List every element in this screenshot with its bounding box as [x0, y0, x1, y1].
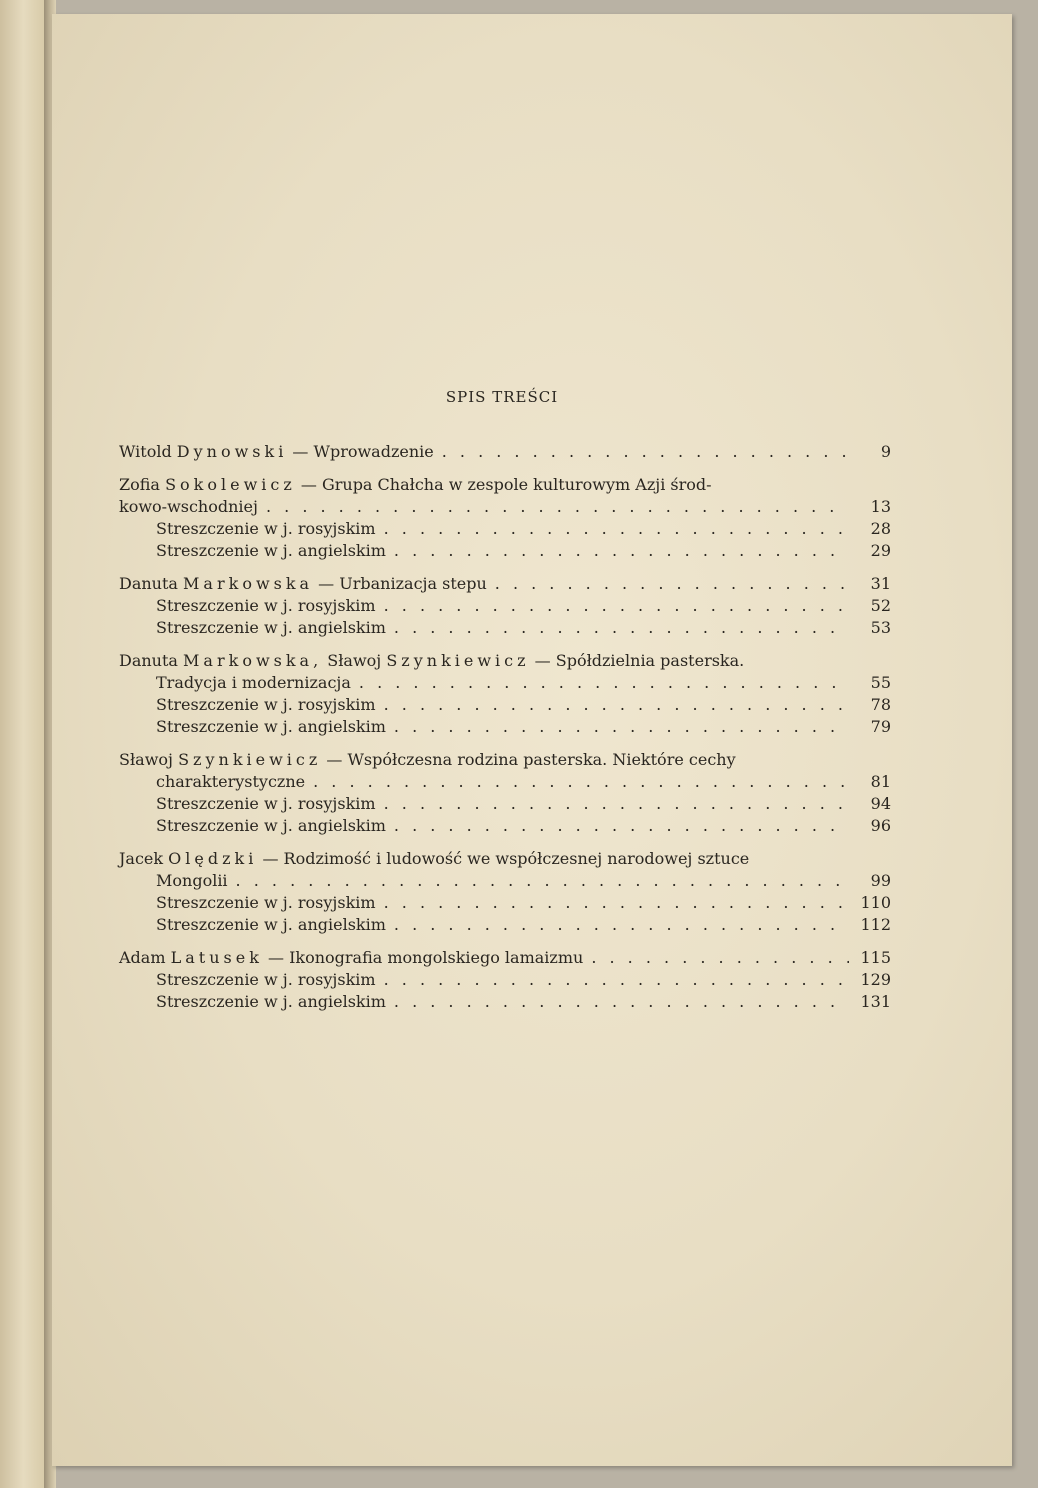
toc-line: Adam Latusek — Ikonografia mongolskiego lamaizmu . . . 115	[119, 947, 891, 969]
page-number: 112	[860, 915, 891, 934]
page-number: 29	[870, 541, 891, 560]
page-number: 81	[870, 772, 891, 791]
page-number: 78	[870, 695, 891, 714]
page-number: 96	[870, 816, 891, 835]
author-first-name: Sławoj	[119, 750, 173, 769]
toc-line	[119, 870, 891, 892]
dot-leader	[394, 991, 849, 1013]
toc-line: Sławoj Szynkiewicz — Współczesna rodzina pasterska. Niektóre cechy	[119, 750, 736, 769]
page-number: 99	[870, 871, 891, 890]
page-number: 131	[860, 992, 891, 1011]
dot-leader	[384, 793, 849, 815]
page-number: 31	[870, 574, 891, 593]
author-last-name: Sokolewicz	[165, 475, 296, 494]
author-first-name: Sławoj	[327, 651, 382, 670]
dot-leader	[384, 892, 849, 914]
author-first-name: Adam	[119, 948, 166, 967]
page-number: 110	[860, 893, 891, 912]
chapter-title-line-1: Rodzimość i ludowość we współczesnej narodowej sztuce	[283, 849, 750, 868]
chapter-title-line-1: Współczesna rodzina pasterska. Niektóre cechy	[347, 750, 736, 769]
toc-line: Jacek Olędzki — Rodzimość i ludowość we współczesnej narodowej sztuce	[119, 849, 750, 868]
toc-subline	[119, 969, 891, 991]
toc-line: Danuta Markowska, Sławoj Szynkiewicz — Spółdzielnia pasterska.	[119, 651, 745, 670]
page-number: 94	[870, 794, 891, 813]
toc-subline	[119, 793, 891, 815]
summary-label: Streszczenie w j. angielskim	[156, 992, 386, 1011]
summary-label: Streszczenie w j. angielskim	[156, 541, 386, 560]
dot-leader	[384, 518, 849, 540]
dot-leader	[394, 617, 849, 639]
toc-subline	[119, 617, 891, 639]
toc-entry	[119, 947, 891, 1013]
page-number: 55	[870, 673, 891, 692]
toc-line	[119, 771, 891, 793]
dot-leader	[384, 969, 849, 991]
toc-entry	[119, 573, 891, 639]
author-last-name: Olędzki	[168, 849, 258, 868]
dot-leader	[394, 716, 849, 738]
toc-subline	[119, 595, 891, 617]
chapter-title: Ikonografia mongolskiego lamaizmu	[289, 948, 584, 967]
chapter-title-line-2: charakterystyczne	[156, 772, 306, 791]
chapter-title-line-1: Grupa Chałcha w zespole kulturowym Azji środ-	[321, 475, 712, 494]
chapter-title-line-2: Tradycja i modernizacja	[156, 673, 351, 692]
summary-label: Streszczenie w j. rosyjskim	[156, 893, 376, 912]
page-number: 13	[870, 497, 891, 516]
dot-leader	[442, 441, 849, 463]
dot-leader	[394, 540, 849, 562]
toc-entry	[119, 749, 891, 837]
author-last-name: Szynkiewicz	[386, 651, 530, 670]
summary-label: Streszczenie w j. rosyjskim	[156, 794, 376, 813]
summary-label: Streszczenie w j. angielskim	[156, 915, 386, 934]
dot-leader	[266, 496, 849, 518]
toc-subline	[119, 694, 891, 716]
author-first-name: Witold	[119, 442, 172, 461]
dot-leader	[495, 573, 849, 595]
toc-subline	[119, 716, 891, 738]
chapter-title: Urbanizacja stepu	[339, 574, 487, 593]
dot-leader	[236, 870, 849, 892]
page-number: 129	[860, 970, 891, 989]
dot-leader	[384, 595, 849, 617]
toc-subline	[119, 991, 891, 1013]
toc-subline	[119, 914, 891, 936]
chapter-title-line-2: kowo-wschodniej	[119, 497, 258, 516]
toc-line	[119, 672, 891, 694]
chapter-title-line-2: Mongolii	[156, 871, 228, 890]
summary-label: Streszczenie w j. angielskim	[156, 816, 386, 835]
toc-entry	[119, 441, 891, 463]
dot-leader	[591, 947, 849, 969]
toc-line	[119, 496, 891, 518]
summary-label: Streszczenie w j. angielskim	[156, 717, 386, 736]
author-first-name: Zofia	[119, 475, 160, 494]
toc-subline	[119, 518, 891, 540]
summary-label: Streszczenie w j. angielskim	[156, 618, 386, 637]
author-last-name: Dynowski	[176, 442, 288, 461]
toc-line: Danuta Markowska — Urbanizacja stepu . . . 31	[119, 573, 891, 595]
chapter-title-line-1: Spółdzielnia pasterska.	[555, 651, 745, 670]
dot-leader	[313, 771, 849, 793]
dot-leader	[384, 694, 849, 716]
author-last-name: Szynkiewicz	[178, 750, 322, 769]
author-last-name: Markowska	[183, 574, 314, 593]
author-last-name: Markowska,	[183, 651, 323, 670]
summary-label: Streszczenie w j. rosyjskim	[156, 519, 376, 538]
page-number: 52	[870, 596, 891, 615]
toc-entry	[119, 848, 891, 936]
dot-leader	[394, 914, 849, 936]
page-number: 115	[860, 948, 891, 967]
toc-line: Witold Dynowski — Wprowadzenie . . . 9	[119, 441, 891, 463]
toc-line: Zofia Sokolewicz — Grupa Chałcha w zespole kulturowym Azji środ-	[119, 475, 712, 494]
summary-label: Streszczenie w j. rosyjskim	[156, 596, 376, 615]
page-number: 9	[880, 442, 891, 461]
toc-subline	[119, 892, 891, 914]
dot-leader	[394, 815, 849, 837]
page-number: 79	[870, 717, 891, 736]
author-last-name: Latusek	[170, 948, 263, 967]
toc-subline	[119, 540, 891, 562]
table-of-contents	[119, 441, 891, 1024]
author-first-name: Danuta	[119, 651, 178, 670]
toc-entry	[119, 474, 891, 562]
author-first-name: Jacek	[119, 849, 164, 868]
dot-leader	[359, 672, 849, 694]
toc-subline	[119, 815, 891, 837]
toc-entry	[119, 650, 891, 738]
toc-title: SPIS TREŚCI	[445, 388, 559, 406]
summary-label: Streszczenie w j. rosyjskim	[156, 970, 376, 989]
author-first-name: Danuta	[119, 574, 178, 593]
page-number: 28	[870, 519, 891, 538]
page-number: 53	[870, 618, 891, 637]
chapter-title: Wprowadzenie	[313, 442, 434, 461]
summary-label: Streszczenie w j. rosyjskim	[156, 695, 376, 714]
